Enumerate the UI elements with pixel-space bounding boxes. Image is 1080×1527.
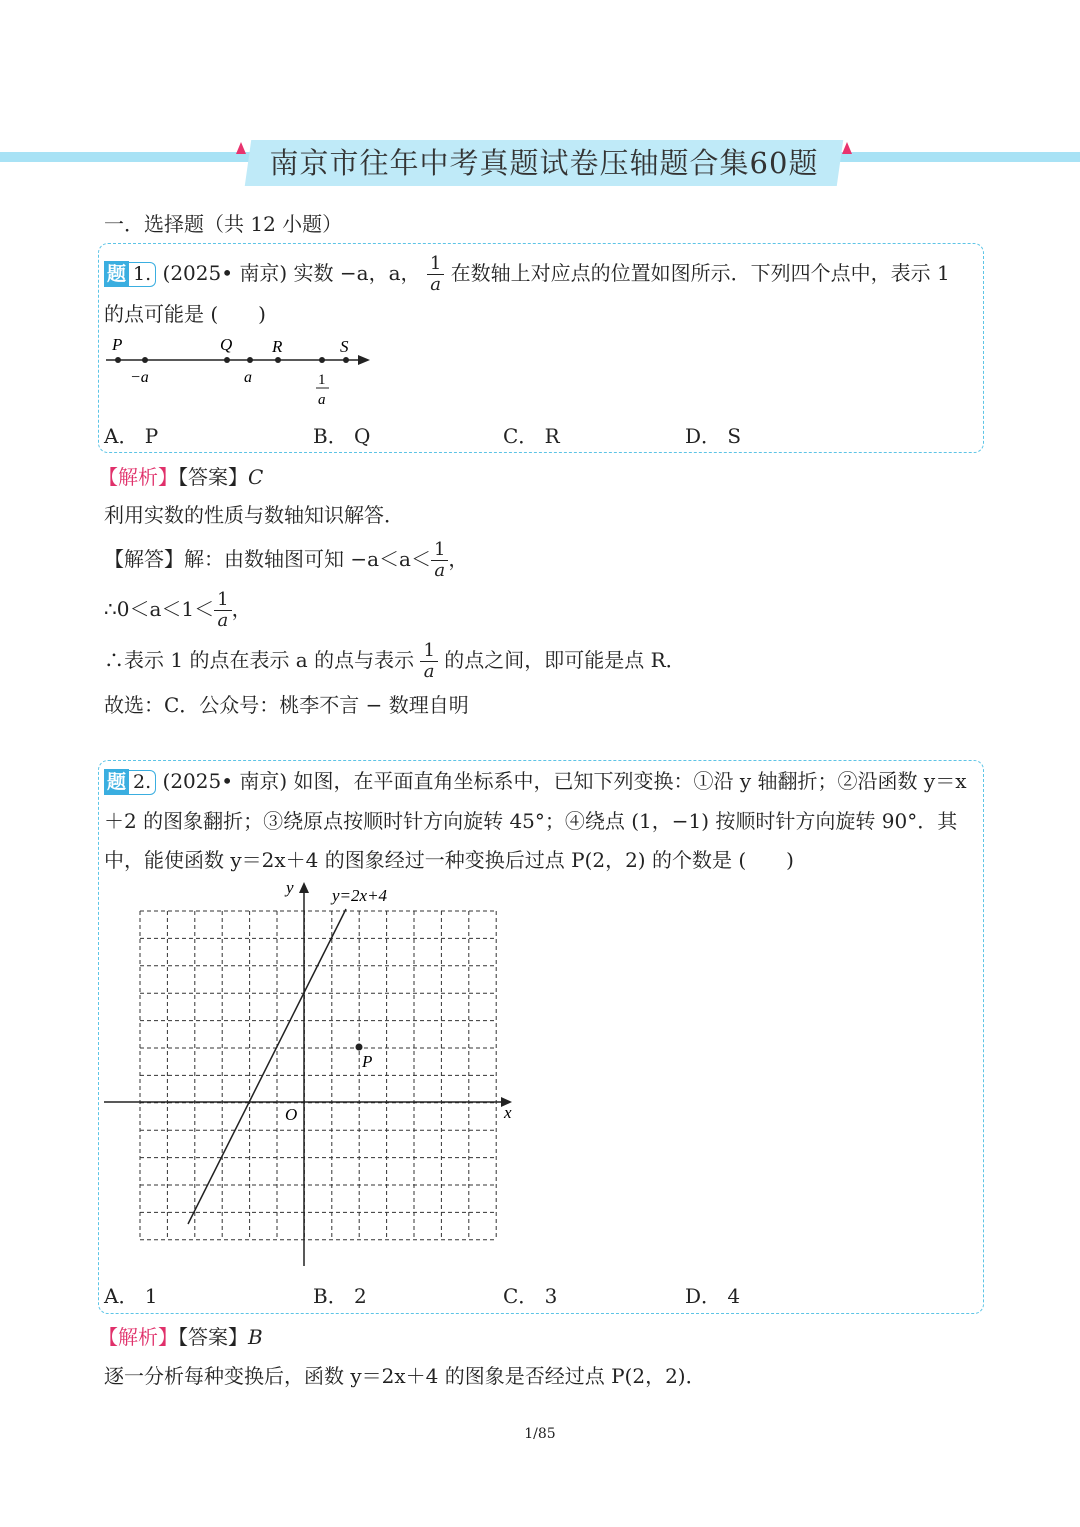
y-axis-arrow-icon	[299, 882, 309, 893]
question-1-text-a: (2025• 南京) 实数 −a，a，	[162, 261, 421, 285]
line-label: y=2x+4	[332, 886, 388, 905]
title-band-left	[0, 152, 250, 162]
question-number: 2.	[129, 770, 156, 795]
label-S: S	[340, 337, 349, 356]
answer-tag: 【答案】	[178, 465, 248, 489]
answer-1-line-2: 【解答】解：由数轴图可知 −a＜a＜ $\frac{1}{a}$ ，	[104, 539, 469, 581]
answer-2-header	[98, 1321, 263, 1350]
point-P	[115, 357, 121, 363]
section-heading: 一．选择题（共 12 小题）	[104, 212, 343, 236]
question-tag: 题	[104, 261, 129, 287]
point-a	[247, 357, 253, 363]
question-1-text-b: 在数轴上对应点的位置如图所示．下列四个点中，表示 1	[450, 261, 950, 285]
fraction-1-over-a: $\frac{1}{a}$	[427, 254, 444, 295]
question-number: 1.	[129, 262, 156, 287]
title-marker-right	[842, 142, 852, 154]
fraction: $\frac{1}{a}$	[431, 540, 448, 581]
question-1-line-2: 的点可能是 ( )	[104, 302, 266, 326]
label-R: R	[272, 337, 283, 356]
option-B[interactable]: B． Q	[313, 424, 371, 448]
option-D[interactable]: D． S	[685, 424, 742, 448]
point-Q	[224, 357, 230, 363]
x-axis-label: x	[504, 1103, 512, 1122]
answer-1-header	[98, 461, 263, 490]
question-2-line-1: 题 2. (2025• 南京) 如图，在平面直角坐标系中，已知下列变换：①沿 y 轴翻折；②沿函数 y＝x	[104, 765, 966, 795]
point-S	[343, 357, 349, 363]
point-P-label: P	[362, 1052, 373, 1071]
analysis-tag: 【解析】	[98, 1325, 178, 1349]
option-A[interactable]: A． 1	[104, 1284, 158, 1308]
point-neg-a	[142, 357, 148, 363]
number-line-arrow-icon	[358, 355, 370, 365]
page-number: 1/85	[524, 1426, 556, 1442]
line-y-2x-4	[188, 909, 346, 1224]
question-2-line-2: ＋2 的图象翻折；③绕原点按顺时针方向旋转 45°；④绕点 (1，−1) 按顺时针方向旋转 90°．其	[104, 809, 958, 833]
label-neg-a: −a	[130, 369, 149, 386]
point-P	[356, 1044, 363, 1051]
option-C[interactable]: C． 3	[503, 1284, 558, 1308]
title-band-right	[832, 152, 1080, 162]
answer-1-line-4: ∴表示 1 的点在表示 a 的点与表示 $\frac{1}{a}$ 的点之间，即可能是点 R．	[104, 640, 686, 682]
analysis-tag: 【解析】	[98, 465, 178, 489]
question-1-line-1	[104, 254, 950, 295]
origin-label: O	[285, 1105, 298, 1124]
answer-1-line-1: 利用实数的性质与数轴知识解答．	[104, 503, 404, 527]
fraction: $\frac{1}{a}$	[420, 641, 437, 682]
option-D[interactable]: D． 4	[685, 1284, 741, 1308]
answer-value: B	[248, 1325, 263, 1349]
label-frac-num: 1	[318, 372, 326, 388]
label-P: P	[112, 335, 123, 354]
label-frac-den: a	[318, 392, 326, 408]
y-axis-label: y	[286, 878, 294, 897]
question-2-line-3: 中，能使函数 y＝2x＋4 的图象经过一种变换后过点 P(2，2) 的个数是 ( )	[104, 848, 794, 872]
label-a: a	[244, 369, 252, 386]
answer-1-line-3: ∴0＜a＜1＜ $\frac{1}{a}$ ，	[104, 589, 252, 631]
question-tag: 题	[104, 769, 129, 795]
option-A[interactable]: A． P	[104, 424, 159, 448]
page-title: 南京市往年中考真题试卷压轴题合集60题	[269, 146, 819, 180]
coordinate-graph	[100, 876, 520, 1270]
fraction: $\frac{1}{a}$	[214, 590, 231, 631]
dashed-grid	[140, 911, 496, 1240]
answer-tag: 【答案】	[178, 1325, 248, 1349]
option-C[interactable]: C． R	[503, 424, 560, 448]
label-Q: Q	[220, 335, 233, 354]
number-line-figure	[100, 332, 390, 412]
point-1-over-a	[319, 357, 325, 363]
title-marker-left	[236, 142, 246, 154]
answer-value: C	[248, 465, 264, 489]
answer-2-line-1: 逐一分析每种变换后，函数 y＝2x＋4 的图象是否经过点 P(2，2)．	[104, 1364, 706, 1388]
point-R	[275, 357, 281, 363]
option-B[interactable]: B． 2	[313, 1284, 367, 1308]
answer-1-line-5: 故选：C．公众号：桃李不言 − 数理自明	[104, 693, 469, 717]
